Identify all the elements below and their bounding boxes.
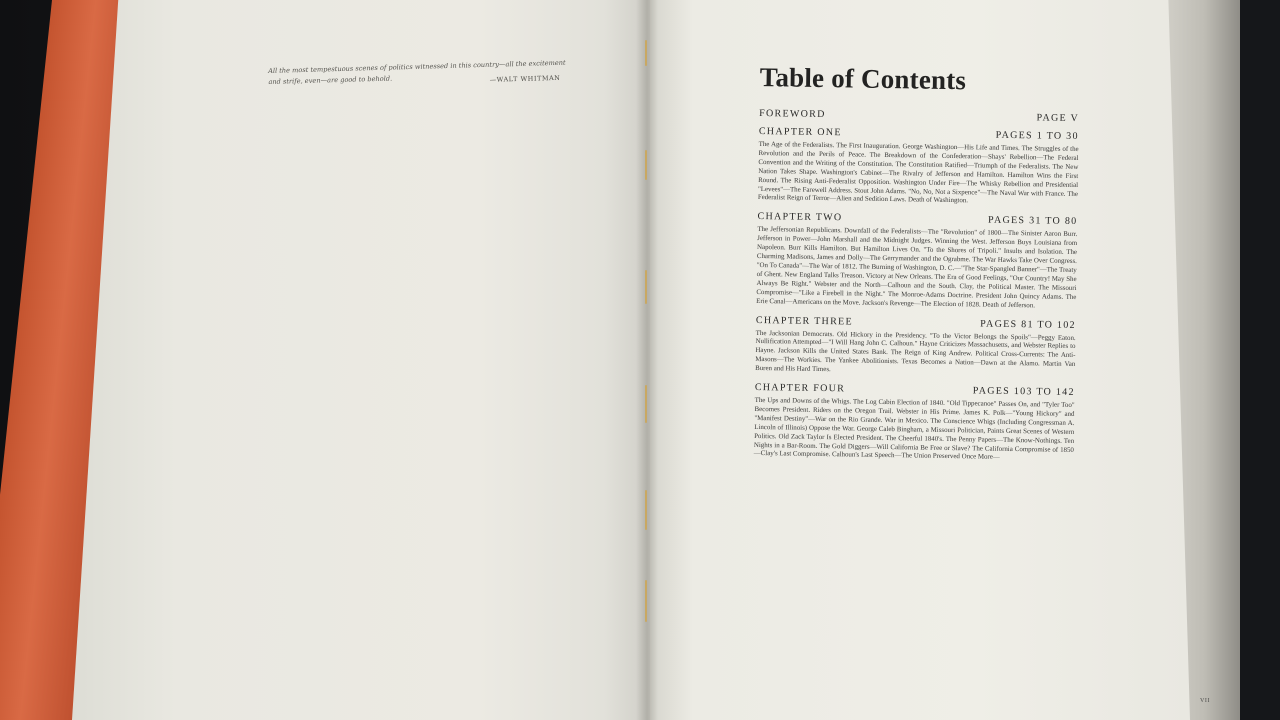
toc-entry-chapter-two (756, 211, 1077, 311)
binding-stitch (645, 270, 647, 304)
chapter-description: The Ups and Downs of the Whigs. The Log Cabin Election of 1840. "Old Tippecanoe" Passes On, and "Tyler Too" Becomes President. Riders on the Oregon Trail. Webster in His Prime. James K. Polk—"Young Hickory" and "Manifest Destiny"—War on the Rio Grande. War in Mexico. The Conscience Whigs (Including Congressman A. Lincoln of Illinois) Oppose the War. George Caleb Bingham, a Missouri Politician, Paints Great Scenes of Western Politics. Old Zack Taylor Is Elected President. The Cheerful 1840's. The Penny Papers—The Know-Nothings. Ten Nights in a Bar-Room. The Gold Diggers—Will California Be Free or Slave? The California Compromise of 1850—Clay's Last Compromise. Calhoun's Last Speech—The Union Preserved Once More— (753, 396, 1075, 462)
chapter-label: CHAPTER TWO (757, 211, 843, 224)
chapter-label: CHAPTER FOUR (754, 381, 846, 395)
epigraph-attribution: —WALT WHITMAN (489, 73, 561, 84)
page-number: VII (1200, 698, 1211, 704)
foreword-page: PAGE V (1036, 112, 1080, 125)
chapter-pages: PAGES 103 TO 142 (972, 385, 1075, 399)
chapter-pages: PAGES 31 TO 80 (987, 214, 1078, 228)
binding-stitch (645, 385, 647, 423)
chapter-pages: PAGES 1 TO 30 (995, 129, 1079, 143)
chapter-description: The Age of the Federalists. The First Inauguration. George Washington—His Life and Times. The Struggles of the Revolution and the Perils of Peace. The Breakdown of the Confederation—Shays' Rebellion—The Federal Convention and the Writing of the Constitution. The Constitution Ratified—Triumph of the Federalists. The New Nation Takes Shape. Washington's Cabinet—The Rivalry of Jefferson and Hamilton. Hamilton Wins the First Round. The Rising Anti-Federalist Opposition. Washington Under Fire—The Whisky Rebellion and Presidential "Levees"—The Farewell Address. Stout John Adams. "No, No, Not a Sixpence"—The Naval War with France. The Federalist Reign of Terror—Alien and Sedition Laws. Death of Washington. (757, 140, 1079, 205)
chapter-heading (759, 126, 1079, 143)
left-page (72, 0, 650, 720)
chapter-label: CHAPTER ONE (758, 125, 842, 139)
toc-entry-chapter-three (755, 314, 1076, 379)
chapter-heading (755, 382, 1075, 399)
toc-title: Table of Contents (759, 61, 967, 96)
table-of-contents (754, 60, 1080, 472)
toc-entry-chapter-one (758, 126, 1079, 208)
chapter-description: The Jacksonian Democrats. Old Hickory in the Presidency. "To the Victor Belongs the Spoils"—Peggy Eaton. Nullification Attempted—"I Will Hang John C. Calhoun." Hayne Criticizes Massachusetts, and Webster Replies to Hayne. Jackson Kills the United States Bank. The Reign of King Andrew. Political Cross-Currents: The Anti-Masons—The Workies. The Yankee Abolitionists. Texas Becomes a Nation—Dawn at the Alamo. Martin Van Buren and His Hard Times. (755, 329, 1076, 374)
binding-stitch (645, 580, 647, 622)
chapter-description: The Jeffersonian Republicans. Downfall of the Federalists—The "Revolution" of 1800—The Sinister Aaron Burr. Jefferson in Power—John Marshall and the Midnight Judges. Winning the West. Jefferson Buys Louisiana from Napoleon. Burr Kills Hamilton. But Hamilton Lives On. "To the Shores of Tripoli." Insults and Isolation. The Charming Madisons, James and Dolly—The Gerrymander and the Ograbme. The War Hawks Take Over Congress. "On To Canada"—The War of 1812. The Burning of Washington, D. C.—"The Star-Spangled Banner"—The Treaty of Ghent. New England Talks Treason. Victory at New Orleans. The Era of Good Feelings, "Our Country! May She Always Be Right." Webster and the North—Calhoun and the South. Clay, the Political Master. The Missouri Compromise—"Like a Firebell in the Night." The Monroe-Adams Doctrine. President John Quincy Adams. The Erie Canal—Americans on the Move. Jackson's Revenge—The Election of 1828. Death of Jefferson. (756, 226, 1078, 309)
chapter-label: CHAPTER THREE (755, 314, 853, 327)
binding-stitch (645, 490, 647, 530)
binding-stitch (645, 150, 647, 180)
chapter-heading (756, 314, 1076, 331)
toc-entry-foreword (759, 108, 1079, 125)
epigraph-text: All the most tempestuous scenes of politics witnessed in this country—all the excitement and strife, even—are good to behold. (268, 58, 566, 86)
foreword-label: FOREWORD (759, 107, 826, 121)
toc-entry-chapter-four (754, 382, 1075, 464)
chapter-heading (757, 211, 1077, 228)
binding-stitch (645, 40, 647, 66)
book-gutter (636, 0, 658, 720)
chapter-pages: PAGES 81 TO 102 (980, 317, 1076, 331)
